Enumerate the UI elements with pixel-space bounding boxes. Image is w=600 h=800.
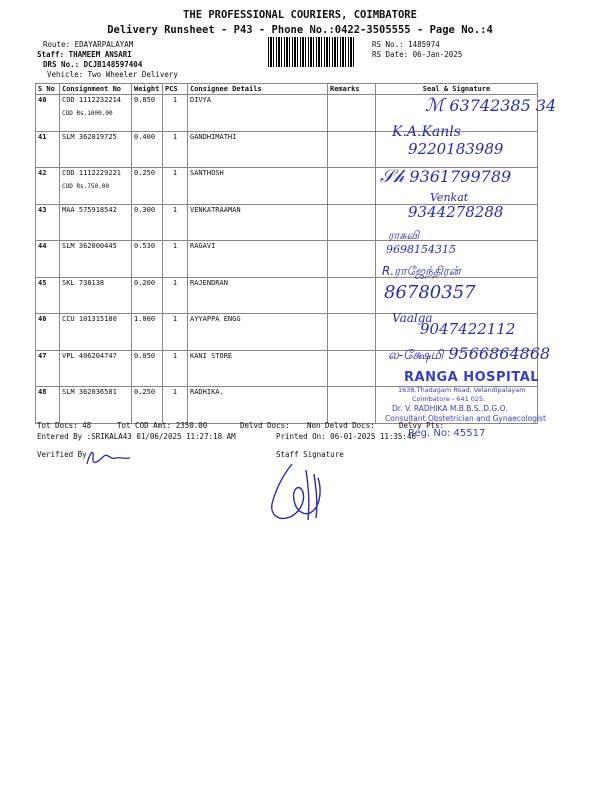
row-weight: 0.400	[132, 131, 163, 168]
row-consignee: RAGAVI	[188, 241, 328, 278]
vehicle-text: Vehicle: Two Wheeler Delivery	[47, 70, 178, 79]
runsheet-title: Delivery Runsheet - P43 - Phone No.:0422-3505555 - Page No.:4	[107, 24, 493, 36]
row-consignee: DIVYA	[188, 95, 328, 132]
stamp-doctor: Dr. V. RADHIKA M.B.B.S.,D.G.O.	[392, 404, 508, 413]
row-sno: 42	[36, 168, 60, 205]
entered-by: Entered By :SRIKALA43 01/06/2025 11:27:18 AM	[37, 432, 236, 441]
row-pcs: 1	[163, 241, 188, 278]
row-weight: 0.050	[132, 350, 163, 387]
signature-ayyappa: Vaalga	[392, 311, 433, 325]
rs-number: RS No.: 1485974	[372, 40, 440, 49]
signature-divya: ℳ 63742385 34	[425, 95, 557, 116]
row-remarks	[328, 95, 376, 132]
stamp-reg-no: Reg. No: 45517	[408, 428, 486, 439]
drs-text: DRS No.: DCJB148597404	[43, 60, 143, 69]
phone-venkat: 9344278288	[408, 203, 504, 221]
row-consignee: GANDHIMATHI	[188, 131, 328, 168]
row-pcs: 1	[163, 314, 188, 351]
signature-ragavi: ராகவி	[388, 229, 419, 242]
col-weight: Weight	[132, 84, 163, 95]
row-pcs: 1	[163, 350, 188, 387]
table-row	[36, 241, 538, 278]
staff-text: Staff: THAMEEM ANSARI	[37, 50, 132, 59]
row-consignment: SLM 362000445	[60, 241, 132, 278]
col-sno: S No	[36, 84, 60, 95]
signature-venkat: Venkat	[430, 191, 469, 204]
row-sno: 40	[36, 95, 60, 132]
row-remarks	[328, 277, 376, 314]
row-weight: 0.200	[132, 277, 163, 314]
row-sno: 46	[36, 314, 60, 351]
row-remarks	[328, 168, 376, 205]
signature-rajendran: R.ராஜேந்திரன்	[382, 264, 461, 278]
delivered-docs: Delvd Docs:	[240, 421, 290, 430]
company-title: THE PROFESSIONAL COURIERS, COIMBATORE	[183, 9, 417, 21]
signature-santhosh: 𝒮𝒽 9361799789	[380, 166, 512, 187]
stamp-hospital-name: RANGA HOSPITAL	[404, 370, 540, 385]
printed-on: Printed On: 06-01-2025 11:35:46	[276, 432, 416, 441]
row-weight: 0.850	[132, 95, 163, 132]
verified-by-signature	[84, 444, 134, 470]
col-consignee: Consignee Details	[188, 84, 328, 95]
row-pcs: 1	[163, 204, 188, 241]
phone-rajendran: 86780357	[384, 282, 476, 303]
row-remarks	[328, 350, 376, 387]
row-remarks	[328, 314, 376, 351]
phone-gandhimathi: 9220183989	[408, 140, 504, 158]
row-remarks	[328, 131, 376, 168]
non-delivered-docs: Non Delvd Docs:	[307, 421, 375, 430]
row-consignee: RADHIKA.	[188, 387, 328, 424]
row-sno: 45	[36, 277, 60, 314]
row-sno: 41	[36, 131, 60, 168]
stamp-address-2: Coimbatore - 641 025.	[412, 395, 486, 403]
staff-signature	[262, 460, 334, 526]
row-weight: 0.250	[132, 387, 163, 424]
stamp-specialty: Consultant Obstetrician and Gynaecologist	[385, 414, 546, 423]
row-sno: 48	[36, 387, 60, 424]
rs-date: RS Date: 06-Jan-2025	[372, 50, 463, 59]
row-sno: 43	[36, 204, 60, 241]
staff-signature-label: Staff Signature	[276, 450, 344, 459]
row-consignment: COD 1112232214 COD Rs.1000.00	[60, 95, 132, 132]
row-pcs: 1	[163, 277, 188, 314]
phone-ayyappa: 9047422112	[420, 320, 516, 338]
stamp-address-1: 1638,Thadagam Road, Velandipalayam	[398, 386, 526, 394]
route-text: Route: EDAYARPALAYAM	[43, 40, 134, 49]
signature-kani-store: ல-க்ஷேமி 9566864868	[388, 344, 551, 363]
row-weight: 0.250	[132, 168, 163, 205]
row-remarks	[328, 241, 376, 278]
row-remarks	[328, 387, 376, 424]
row-pcs: 1	[163, 387, 188, 424]
row-cod: COD Rs.1000.00	[62, 110, 113, 117]
barcode	[268, 37, 356, 67]
row-consignee: RAJENDRAN	[188, 277, 328, 314]
row-weight: 1.000	[132, 314, 163, 351]
row-consignment: SLM 362019725	[60, 131, 132, 168]
row-consignment: VPL 406204747	[60, 350, 132, 387]
total-cod-amount: Tot COD Amt: 2350.00	[117, 421, 208, 430]
row-consignee: KANI STORE	[188, 350, 328, 387]
col-consignment: Consignment No	[60, 84, 132, 95]
row-sno: 47	[36, 350, 60, 387]
row-weight: 0.530	[132, 241, 163, 278]
col-pcs: PCS	[163, 84, 188, 95]
row-pcs: 1	[163, 168, 188, 205]
col-remarks: Remarks	[328, 84, 376, 95]
row-consignee: AYYAPPA ENGG	[188, 314, 328, 351]
col-seal: Seal & Signature	[376, 84, 538, 95]
row-consignee: SANTHOSH	[188, 168, 328, 205]
row-consignment: SKL 738138	[60, 277, 132, 314]
phone-ragavi: 9698154315	[386, 243, 456, 256]
row-cod: COD Rs.750.00	[62, 183, 109, 190]
row-weight: 0.300	[132, 204, 163, 241]
row-consignment: COD 1112229221 COD Rs.750.00	[60, 168, 132, 205]
total-docs: Tot Docs: 48	[37, 421, 92, 430]
row-consignee: VENKATRAAMAN	[188, 204, 328, 241]
row-consignment: MAA 575918542	[60, 204, 132, 241]
signature-gandhimathi: K.A.Kanls	[392, 124, 461, 140]
row-sno: 44	[36, 241, 60, 278]
delivery-points: Delvy Pts:	[399, 421, 445, 430]
table-header-row	[36, 84, 538, 95]
row-pcs: 1	[163, 131, 188, 168]
row-consignment: SLM 362036581	[60, 387, 132, 424]
verified-by-label: Verified By	[37, 450, 87, 459]
row-pcs: 1	[163, 95, 188, 132]
row-remarks	[328, 204, 376, 241]
row-consignment: CCU 101315180	[60, 314, 132, 351]
